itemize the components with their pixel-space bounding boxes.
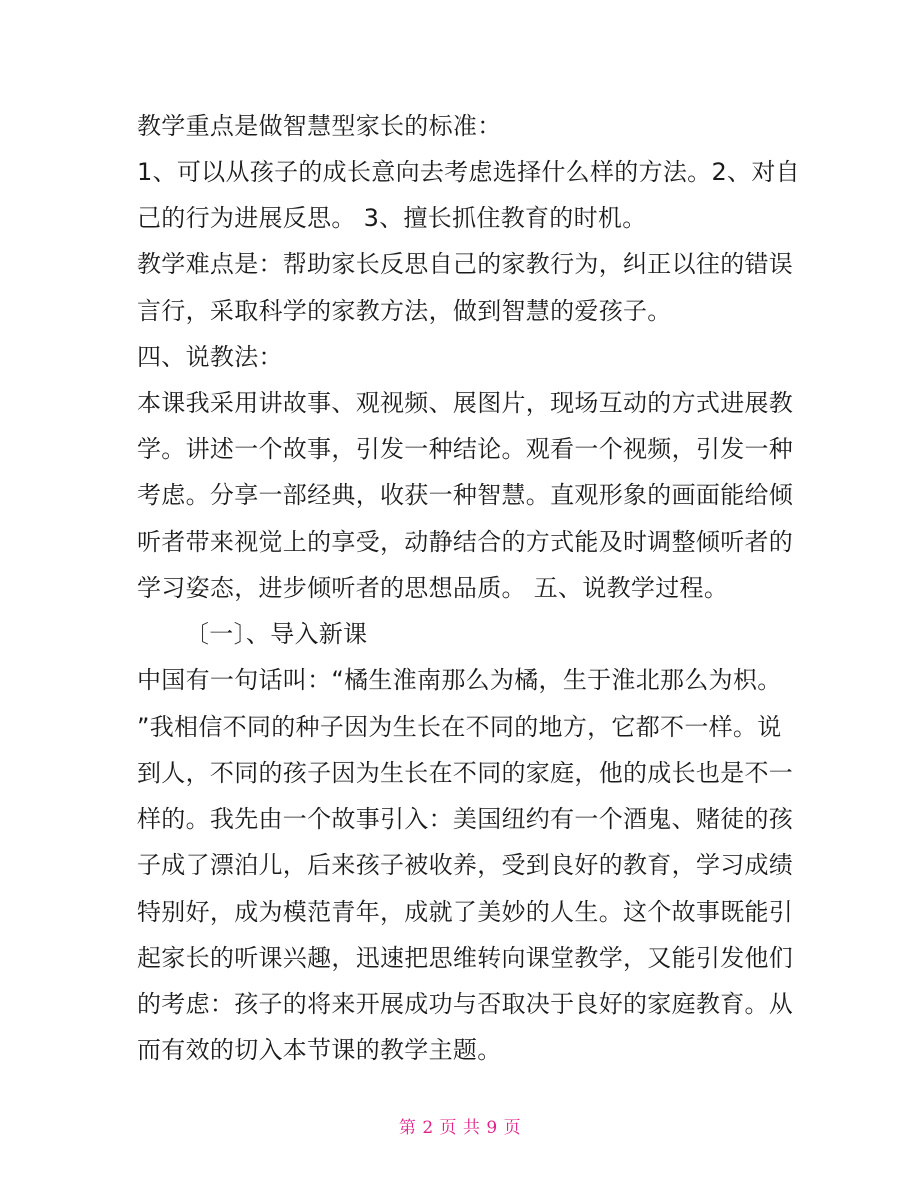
text-line: ”我相信不同的种子因为生长在不同的地方，它都不一样。说 — [137, 713, 782, 741]
page-number-footer: 第 2 页 共 9 页 — [398, 1118, 522, 1138]
text-line: 教学难点是：帮助家长反思自己的家教行为，纠正以往的错误 — [137, 250, 794, 278]
text-line: 样的。我先由一个故事引入：美国纽约有一个酒鬼、赌徒的孩 — [137, 805, 794, 833]
text-line: 听者带来视觉上的享受，动静结合的方式能及时调整倾听者的 — [137, 528, 794, 556]
text-line: 到人，不同的孩子因为生长在不同的家庭，他的成长也是不一 — [137, 759, 794, 787]
section-heading: 四、说教法： — [137, 343, 283, 371]
text-line: 1、可以从孩子的成长意向去考虑选择什么样的方法。2、对自 — [137, 158, 800, 186]
text-line: 的考虑：孩子的将来开展成功与否取决于良好的家庭教育。从 — [137, 990, 794, 1018]
text-line: 起家长的听课兴趣，迅速把思维转向课堂教学，又能引发他们 — [137, 944, 794, 972]
text-line: 言行，采取科学的家教方法，做到智慧的爱孩子。 — [137, 297, 672, 325]
subsection-heading: 〔一〕、导入新课 — [185, 620, 368, 648]
text-line: 考虑。分享一部经典，收获一种智慧。直观形象的画面能给倾 — [137, 481, 794, 509]
text-line: 子成了漂泊儿，后来孩子被收养，受到良好的教育，学习成绩 — [137, 851, 794, 879]
text-line: 教学重点是做智慧型家长的标准： — [137, 112, 502, 140]
text-line: 学习姿态，进步倾听者的思想品质。 五、说教学过程。 — [137, 574, 729, 602]
text-line: 学。讲述一个故事，引发一种结论。观看一个视频，引发一种 — [137, 435, 794, 463]
text-line: 特别好，成为模范青年，成就了美妙的人生。这个故事既能引 — [137, 898, 794, 926]
text-line: 中国有一句话叫：“橘生淮南那么为橘，生于淮北那么为枳。 — [137, 666, 782, 694]
text-line: 己的行为进展反思。 3、擅长抓住教育的时机。 — [137, 204, 647, 232]
text-line: 而有效的切入本节课的教学主题。 — [137, 1036, 502, 1064]
text-line: 本课我采用讲故事、观视频、展图片，现场互动的方式进展教 — [137, 389, 794, 417]
